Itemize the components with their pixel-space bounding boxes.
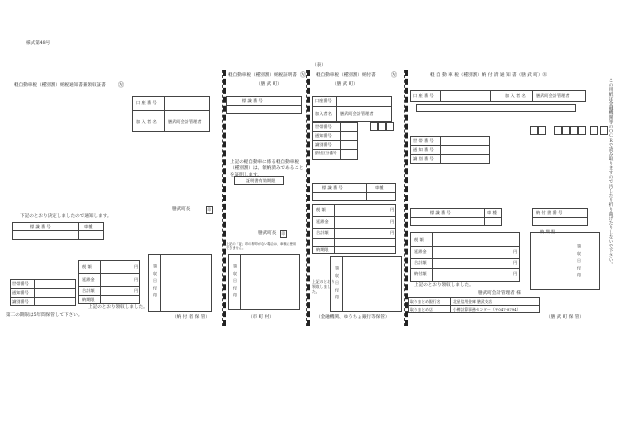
s1-due-label: 納期限 <box>82 297 95 302</box>
s4-ocr-bar <box>416 104 576 112</box>
s1-yen-3: 円 <box>134 288 139 293</box>
s3-stamp-text: 領 収 日 付 印 <box>335 266 340 301</box>
s3-ident-label: 識別番号 <box>315 142 332 147</box>
s1-acct-no-label: 口 座 番 号 <box>136 100 157 105</box>
s1-mayor: 膳武町長 <box>172 207 191 212</box>
perforation-3 <box>404 70 408 326</box>
s3-town: （膳 武 町） <box>332 82 358 87</box>
s4-bank-value: 北星信用金庫 膳武支店 <box>453 298 493 304</box>
s1-receipt-line: 上記のとおり領収しました。 <box>88 305 148 310</box>
s1-badge: ㊧ <box>118 82 125 89</box>
s2-note: 上記の「証」印の押印がない場合は、車検に使用できません。 <box>226 242 297 251</box>
s1-seal: 印 <box>207 207 212 212</box>
s4-slip-no-label: 納 付 書 番 号 <box>536 210 563 215</box>
s2-stamp-box <box>228 254 300 310</box>
s4-yen-3: 円 <box>513 271 518 276</box>
s1-total-label: 合計額 <box>82 288 95 293</box>
perforation-2 <box>306 70 310 326</box>
s3-yen-1: 円 <box>390 207 395 212</box>
s1-subscriber-value: 膳武町会計管理者 <box>168 119 202 124</box>
s3-notice-no-label: 通知番号 <box>315 133 332 138</box>
s1-header-plate: 標 識 番 号 <box>30 224 51 229</box>
s3-subscriber-label: 加入者名 <box>315 111 332 116</box>
s2-cert-text: 上記の軽自動車に係る軽自動車税（種別割）は、領納済みであることを証明します。 <box>230 160 304 178</box>
s4-stamp-text: 領 収 日 付 印 <box>577 244 582 279</box>
s1-yen-2: 円 <box>134 277 139 282</box>
s3-yen-2: 円 <box>390 219 395 224</box>
s4-late-label: 延滞金 <box>414 249 427 254</box>
s1-notice-no-label: 通知番号 <box>12 290 29 295</box>
s1-header-kind: 車種 <box>84 224 93 229</box>
s3-header-kind: 車種 <box>375 185 384 190</box>
s3-due-label: 納期限 <box>316 247 329 252</box>
s3-subscriber-value: 膳武町会計管理者 <box>340 111 374 116</box>
s2-footer: （市 町 村） <box>248 315 274 320</box>
perforation-1 <box>222 70 226 326</box>
s4-household-label: 世 帯 番 号 <box>413 138 434 143</box>
s4-notice-no-label: 通 知 番 号 <box>413 147 434 152</box>
s1-stamp-text: 領 収 日 付 印 <box>153 264 158 299</box>
s4-total-label: 合計額 <box>414 260 427 265</box>
s1-footer: （納 付 者 保 管） <box>172 315 210 320</box>
s4-manager: 膳武町会計管理者 様 <box>478 291 521 296</box>
s2-stamp-text: 領 収 日 付 印 <box>233 264 238 299</box>
s4-header-plate: 標 識 番 号 <box>430 210 451 215</box>
s1-late-label: 延滞金 <box>82 277 95 282</box>
s3-footer: （金融機関、ゆうちょ銀行等保管） <box>316 315 390 320</box>
s1-tax-label: 税 額 <box>82 264 92 269</box>
s3-yen-3: 円 <box>390 230 395 235</box>
s3-stamp-box <box>330 256 402 312</box>
s3-title: 軽自動車税（種別割）納付書 <box>316 73 376 78</box>
s3-acct-no-label: 口座番号 <box>315 98 332 103</box>
s4-tax-label: 税 額 <box>414 237 424 242</box>
s2-town: （膳 武 町） <box>256 82 282 87</box>
s4-subscriber-value: 膳武町会計管理者 <box>536 93 570 98</box>
s2-office-label: 証明書有効期限 <box>246 177 276 183</box>
s1-keep-note: 第二の期限は5年間保管して下さい。 <box>6 313 83 318</box>
ocr-side-note: この用紙は金融機関等のＯＣＲで読み取りますので汚したり折り曲げたりしないで下さい。 <box>608 78 614 267</box>
s4-title: 軽 自 動 車 税（種別割）納 付 済 通 知 書（膳 武 町）㊧ <box>430 73 548 78</box>
s1-notice-line: 下記のとおり決定しましたので通知します。 <box>20 214 112 219</box>
s3-header-plate: 標 識 番 号 <box>322 185 343 190</box>
s4-footer: （膳 武 町 保 管） <box>546 315 584 320</box>
s1-ident-label: 識別番号 <box>12 299 29 304</box>
s4-due-label: 納 期 限 <box>540 229 556 234</box>
s2-title: 軽自動車税（種別割）納税証明書 <box>228 73 297 78</box>
s4-subscriber-label: 加 入 者 名 <box>505 93 526 98</box>
s4-acct-no-label: 口 座 番 号 <box>413 93 434 98</box>
s3-household-label: 世帯番号 <box>315 124 332 129</box>
s1-title: 軽自動車税（種別割）納税通知書兼領収証書 <box>14 83 106 88</box>
s2-mayor: 膳武町長 <box>258 231 277 236</box>
s4-branch-value: 小樽計算事務センター（〒047-8794） <box>453 306 521 312</box>
s4-yen-1: 円 <box>513 249 518 254</box>
s3-tax-label: 税 額 <box>316 207 326 212</box>
s3-badge: ㊧ <box>391 72 398 79</box>
s2-seal: 印 <box>281 231 286 236</box>
s4-yen-2: 円 <box>513 260 518 265</box>
s1-yen-1: 円 <box>134 264 139 269</box>
s4-header-kind: 車 種 <box>487 210 497 215</box>
s3-late-label: 延滞金 <box>316 219 329 224</box>
s2-kind-label: 標 識 番 号 <box>242 98 263 103</box>
form-number: 様式第48号 <box>26 41 51 46</box>
s4-branch-label: 取りまとめ店 <box>410 306 433 312</box>
front-mark: （表） <box>312 63 326 68</box>
s4-receipt-line: 上記のとおり領収しました。 <box>414 283 474 288</box>
s1-subscriber-label: 加 入 者 名 <box>136 119 157 124</box>
s4-paid-label: 納付額 <box>414 271 427 276</box>
s3-division-label: 納付区分番号 <box>315 151 337 155</box>
s2-badge: ㊧ <box>300 72 307 79</box>
s4-bank-label: 取りまとめ銀行名 <box>410 298 441 304</box>
s3-receipt-line: 上記のとおり領収しました。 <box>312 279 335 294</box>
s4-ident-label: 識 別 番 号 <box>413 156 434 161</box>
s1-household-label: 世帯番号 <box>12 281 29 286</box>
s3-total-label: 合計額 <box>316 230 329 235</box>
